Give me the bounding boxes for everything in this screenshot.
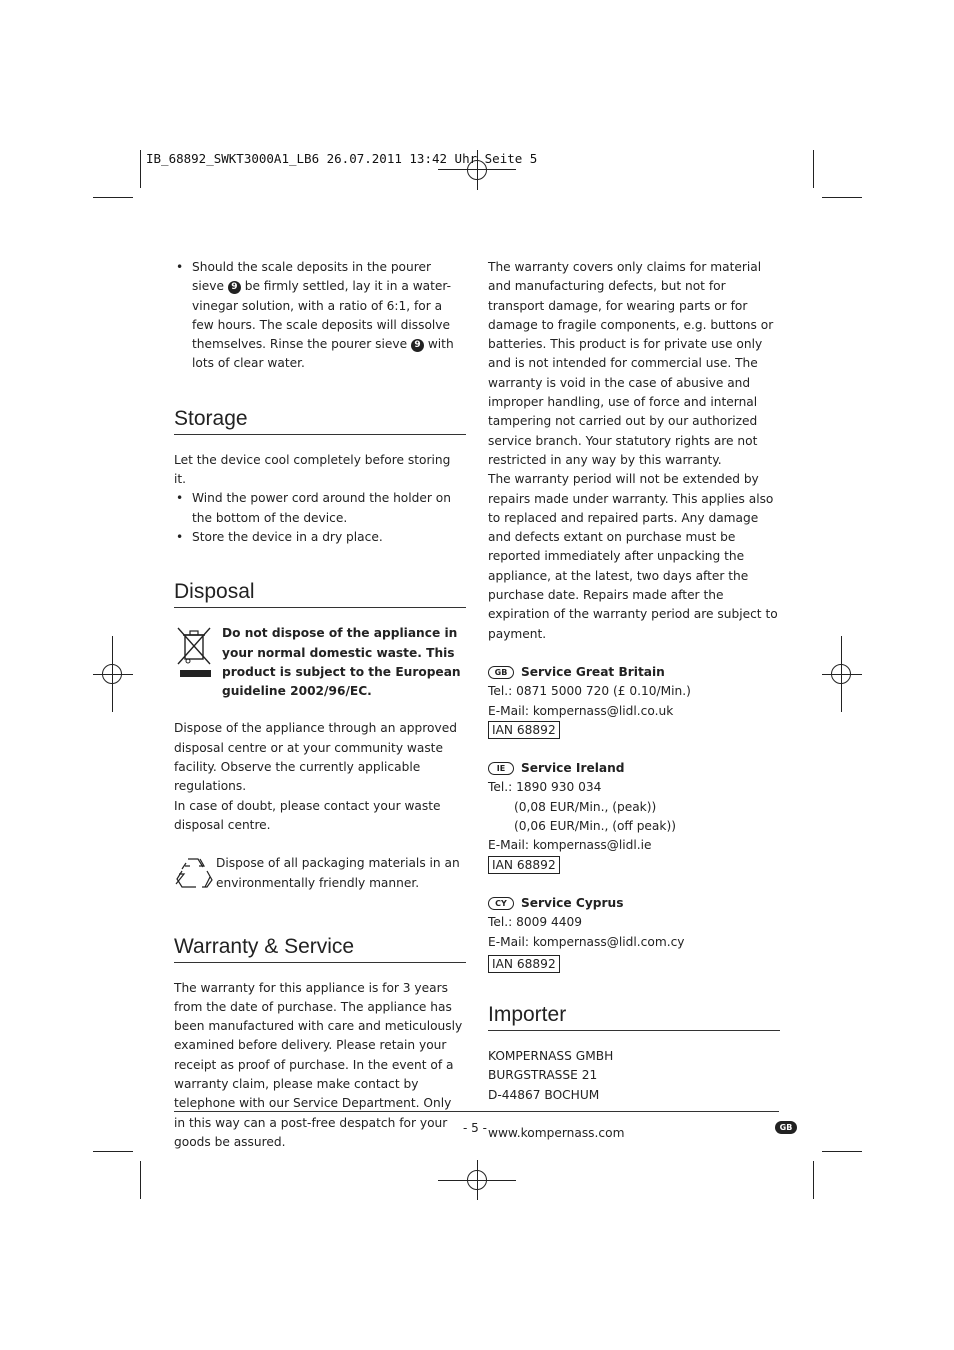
- storage-bullet: • Wind the power cord around the holder on the bottom of the device.: [174, 489, 466, 528]
- crossed-bin-icon: [174, 624, 222, 701]
- storage-intro: Let the device cool completely before storing it.: [174, 452, 451, 487]
- disposal-heading: Disposal: [174, 579, 466, 608]
- disposal-paragraph: Dispose of the appliance through an approved disposal centre or at your community waste facility. Observe the currently applicable regulations.: [174, 721, 457, 794]
- language-badge: GB: [775, 1121, 797, 1134]
- service-email: E-Mail: kompernass@lidl.com.cy: [488, 934, 685, 949]
- importer-line: D-44867 BOCHUM: [488, 1087, 600, 1102]
- warranty-paragraph: The warranty for this appliance is for 3 years from the date of purchase. The appliance has been manufactured with care and meticulously examined before delivery. Please retain your receipt as proof of purchase. In the event of a warranty claim, please make contact by telephone with our Service Department. Only in this way can a post-free despatch for your goods be assured.: [174, 980, 463, 1149]
- packaging-block: [174, 854, 466, 898]
- page-number: - 5 -: [463, 1121, 487, 1135]
- service-email: E-Mail: kompernass@lidl.ie: [488, 838, 652, 853]
- right-column: [488, 258, 780, 1143]
- country-badge: CY: [488, 897, 514, 910]
- ian-box: IAN 68892: [488, 721, 560, 739]
- ian-box: IAN 68892: [488, 955, 560, 973]
- warranty-heading: Warranty & Service: [174, 934, 466, 963]
- importer-line: BURGSTRASSE 21: [488, 1068, 598, 1083]
- service-phone: Tel.: 8009 4409: [488, 915, 583, 930]
- packaging-text: Dispose of all packaging materials in an environmentally friendly manner.: [216, 856, 460, 890]
- service-title: Service Cyprus: [521, 895, 624, 910]
- service-rate: (0,06 EUR/Min., (off peak)): [514, 819, 676, 834]
- service-title: Service Ireland: [521, 761, 625, 776]
- country-badge: GB: [488, 666, 514, 679]
- service-email: E-Mail: kompernass@lidl.co.uk: [488, 703, 674, 718]
- scale-bullet: • Should the scale deposits in the pourer sieve 9 be firmly settled, lay it in a water-vinegar solution, with a ratio of 6:1, for a few hours. The scale deposits will dissolve themselves. Rinse the pourer sieve 9 with lots of clear water.: [174, 258, 466, 374]
- country-badge: IE: [488, 762, 514, 775]
- storage-bullet: • Store the device in a dry place.: [174, 528, 466, 547]
- service-phone: Tel.: 1890 930 034: [488, 780, 602, 795]
- importer-heading: Importer: [488, 1002, 780, 1031]
- importer-website: www.kompernass.com: [488, 1125, 625, 1140]
- service-phone: Tel.: 0871 5000 720 (£ 0.10/Min.): [488, 684, 691, 699]
- storage-heading: Storage: [174, 406, 466, 435]
- importer-line: KOMPERNASS GMBH: [488, 1049, 614, 1064]
- left-column: [174, 258, 466, 1152]
- ian-box: IAN 68892: [488, 856, 560, 874]
- disposal-warning-block: [174, 624, 466, 701]
- sieve-number-badge: 9: [411, 339, 424, 352]
- disposal-warning-text: Do not dispose of the appliance in your normal domestic waste. This product is subject to the European guideline 2002/96/EC.: [222, 626, 461, 699]
- sieve-number-badge: 9: [228, 281, 241, 294]
- warranty-paragraph: The warranty period will not be extended by repairs made under warranty. This applies also to replaced and repaired parts. Any damage and defects extant on purchase must be reported immediately after unpacking the appliance, at the latest, two days after the purchase date. Repairs made after the expiration of the warranty period are subject to payment.: [488, 472, 778, 641]
- service-cyprus: [488, 894, 780, 974]
- footer-rule: [174, 1111, 779, 1112]
- service-great-britain: [488, 663, 780, 740]
- service-ireland: [488, 759, 780, 875]
- print-slug: IB_68892_SWKT3000A1_LB6 26.07.2011 13:42 Uhr Seite 5: [146, 151, 538, 166]
- warranty-paragraph: The warranty covers only claims for material and manufacturing defects, but not for transport damage, for wearing parts or for damage to fragile components, e.g. buttons or batteries. This product is for private use only and is not intended for commercial use. The warranty is void in the case of abusive and improper handling, use of force and internal tampering not carried out by our authorized service branch. Your statutory rights are not restricted in any way by this warranty.: [488, 260, 774, 467]
- disposal-paragraph: In case of doubt, please contact your waste disposal centre.: [174, 798, 441, 832]
- recycle-icon: [174, 854, 216, 898]
- service-rate: (0,08 EUR/Min., (peak)): [514, 799, 657, 814]
- service-title: Service Great Britain: [521, 664, 665, 679]
